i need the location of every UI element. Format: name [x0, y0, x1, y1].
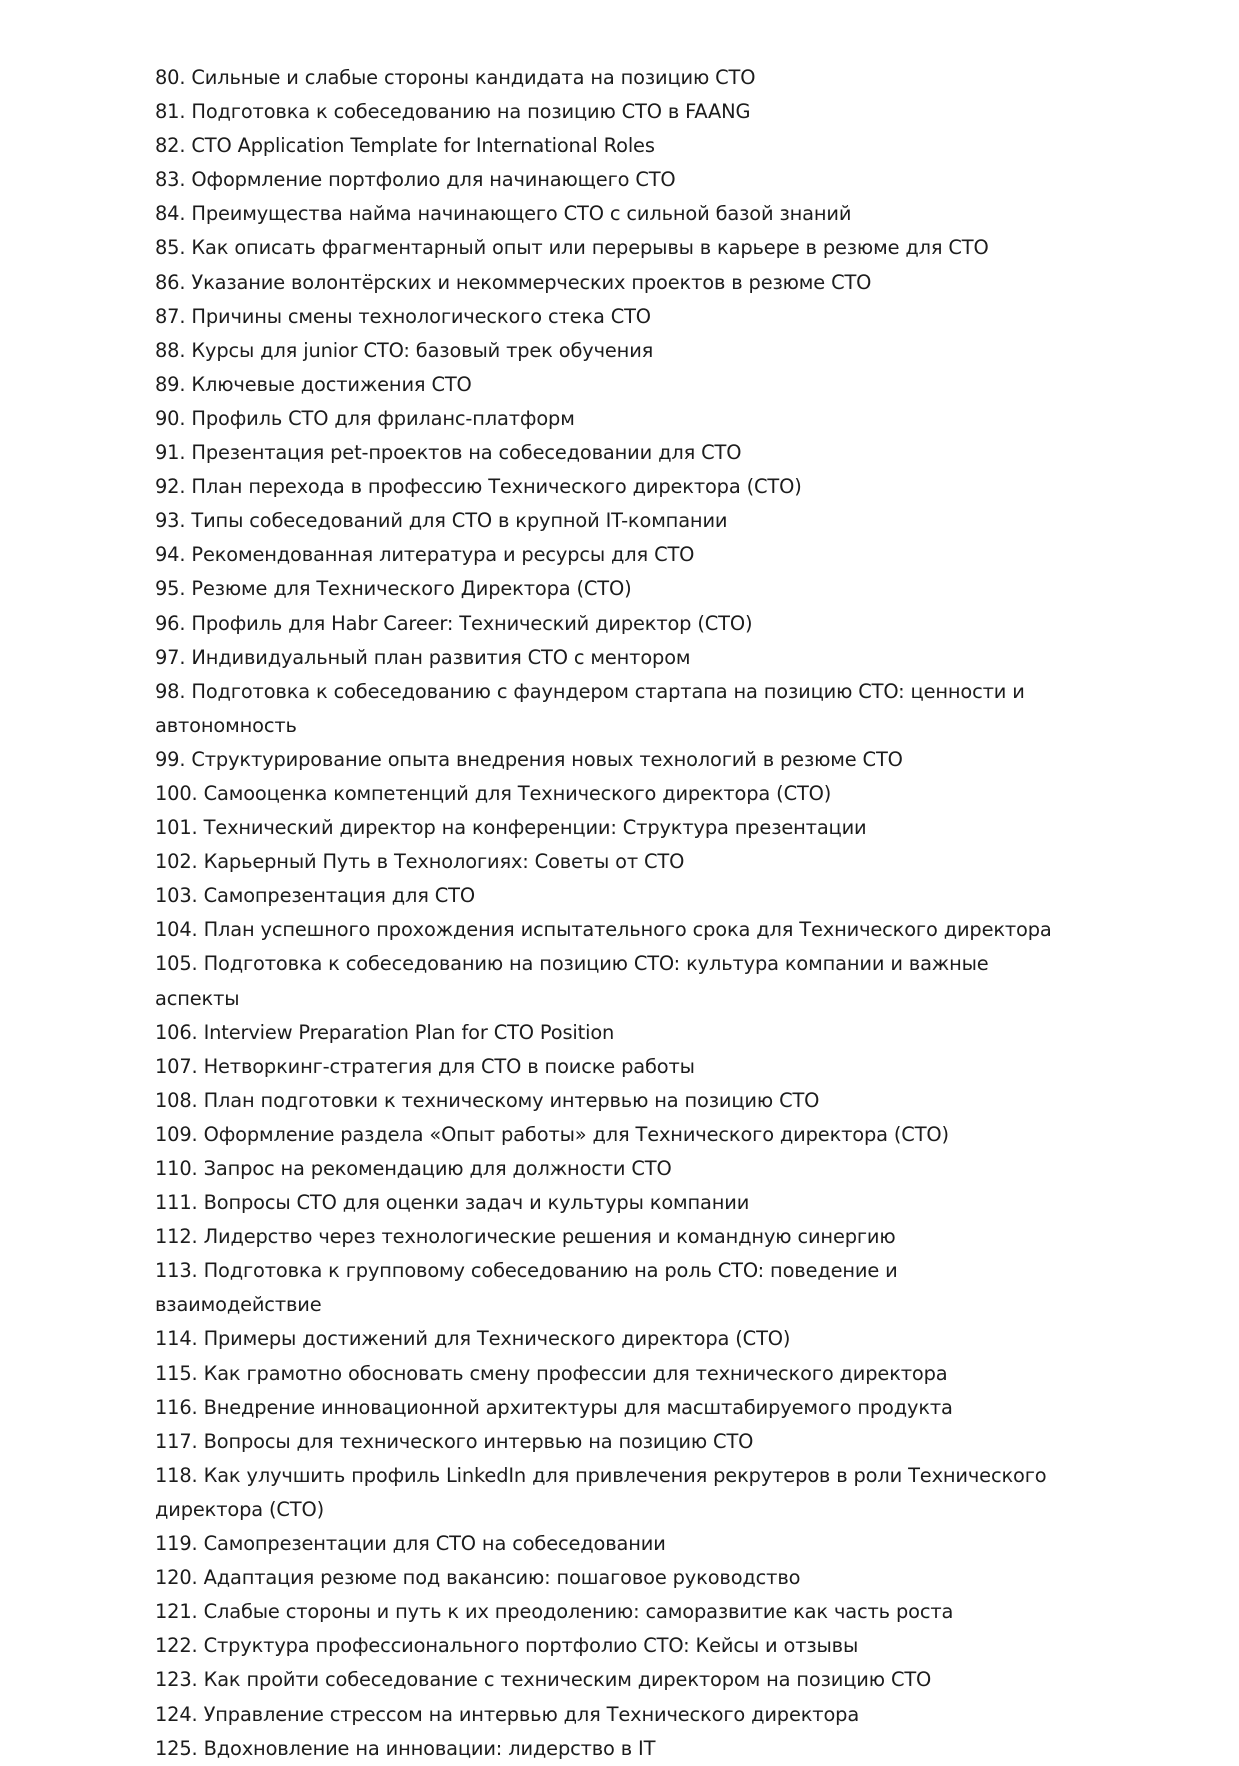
list-item: 120. Адаптация резюме под вакансию: пошаговое руководство: [155, 1566, 801, 1590]
list-item: 125. Вдохновление на инновации: лидерство в IT: [155, 1736, 656, 1760]
list-item: 95. Резюме для Технического Директора (CTO): [155, 577, 632, 601]
list-item: 107. Нетворкинг-стратегия для CTO в поиске работы: [155, 1054, 695, 1078]
list-item: 84. Преимущества найма начинающего CTO с сильной базой знаний: [155, 202, 852, 226]
list-item: 90. Профиль CTO для фриланс-платформ: [155, 406, 575, 430]
list-item: 91. Презентация pet-проектов на собеседовании для CTO: [155, 441, 742, 465]
list-item: 123. Как пройти собеседование с техническим директором на позицию CTO: [155, 1668, 932, 1692]
list-item: 114. Примеры достижений для Технического директора (CTO): [155, 1327, 791, 1351]
list-item: 96. Профиль для Habr Career: Технический директор (CTO): [155, 611, 753, 635]
list-item: 112. Лидерство через технологические решения и командную синергию: [155, 1225, 896, 1249]
list-item: 89. Ключевые достижения CTO: [155, 372, 472, 396]
list-item: 110. Запрос на рекомендацию для должности CTO: [155, 1157, 672, 1180]
list-item: 100. Самооценка компетенций для Технического директора (CTO): [155, 781, 832, 805]
list-item: 87. Причины смены технологического стека CTO: [155, 304, 651, 328]
list-item: 108. План подготовки к техническому интервью на позицию CTO: [155, 1088, 820, 1112]
list-item: 83. Оформление портфолио для начинающего CTO: [155, 168, 676, 192]
numbered-list: [155, 61, 1055, 1766]
list-item: 93. Типы собеседований для CTO в крупной IT-компании: [155, 509, 728, 533]
list-item: 101. Технический директор на конференции: Структура презентации: [155, 816, 867, 840]
list-item: 88. Курсы для junior CTO: базовый трек обучения: [155, 338, 654, 362]
list-item: 85. Как описать фрагментарный опыт или перерывы в карьере в резюме для CTO: [155, 236, 989, 260]
list-item: 103. Самопрезентация для CTO: [155, 884, 475, 908]
list-item: 116. Внедрение инновационной архитектуры для масштабируемого продукта: [155, 1395, 953, 1419]
list-item: 118. Как улучшить профиль LinkedIn для привлечения рекрутеров в роли Технического директора (CTO): [155, 1463, 1047, 1521]
list-item: 97. Индивидуальный план развития CTO с ментором: [155, 645, 691, 669]
list-item: 86. Указание волонтёрских и некоммерческих проектов в резюме CTO: [155, 270, 872, 294]
list-item: 121. Слабые стороны и путь к их преодолению: саморазвитие как часть роста: [155, 1600, 954, 1624]
list-item: 124. Управление стрессом на интервью для Технического директора: [155, 1702, 860, 1726]
list-item: 92. План перехода в профессию Технического директора (CTO): [155, 475, 802, 499]
list-item: 98. Подготовка к собеседованию с фаундером стартапа на позицию CTO: ценности и автономность: [155, 679, 1025, 737]
list-item: 102. Карьерный Путь в Технологиях: Советы от CTO: [155, 850, 685, 874]
list-item: 104. План успешного прохождения испытательного срока для Технического директора: [155, 918, 1052, 942]
list-item: 81. Подготовка к собеседованию на позицию CTO в FAANG: [155, 100, 751, 124]
list-item: 113. Подготовка к групповому собеседованию на роль CTO: поведение и взаимодействие: [155, 1259, 898, 1317]
list-item: 117. Вопросы для технического интервью на позицию CTO: [155, 1429, 754, 1453]
list-item: 106. Interview Preparation Plan for CTO Position: [155, 1020, 615, 1044]
list-item: 82. CTO Application Template for International Roles: [155, 134, 655, 158]
list-item: 115. Как грамотно обосновать смену профессии для технического директора: [155, 1361, 948, 1385]
list-item: 80. Сильные и слабые стороны кандидата на позицию CTO: [155, 66, 756, 89]
list-item: 99. Структурирование опыта внедрения новых технологий в резюме CTO: [155, 747, 903, 771]
list-item: 109. Оформление раздела «Опыт работы» для Технического директора (CTO): [155, 1122, 949, 1146]
list-item: 119. Самопрезентации для CTO на собеседовании: [155, 1532, 666, 1556]
list-item: 94. Рекомендованная литература и ресурсы для CTO: [155, 543, 695, 567]
list-item: 111. Вопросы CTO для оценки задач и культуры компании: [155, 1191, 750, 1215]
list-item: 105. Подготовка к собеседованию на позицию CTO: культура компании и важные аспекты: [155, 952, 989, 1010]
list-item: 122. Структура профессионального портфолио CTO: Кейсы и отзывы: [155, 1634, 859, 1658]
